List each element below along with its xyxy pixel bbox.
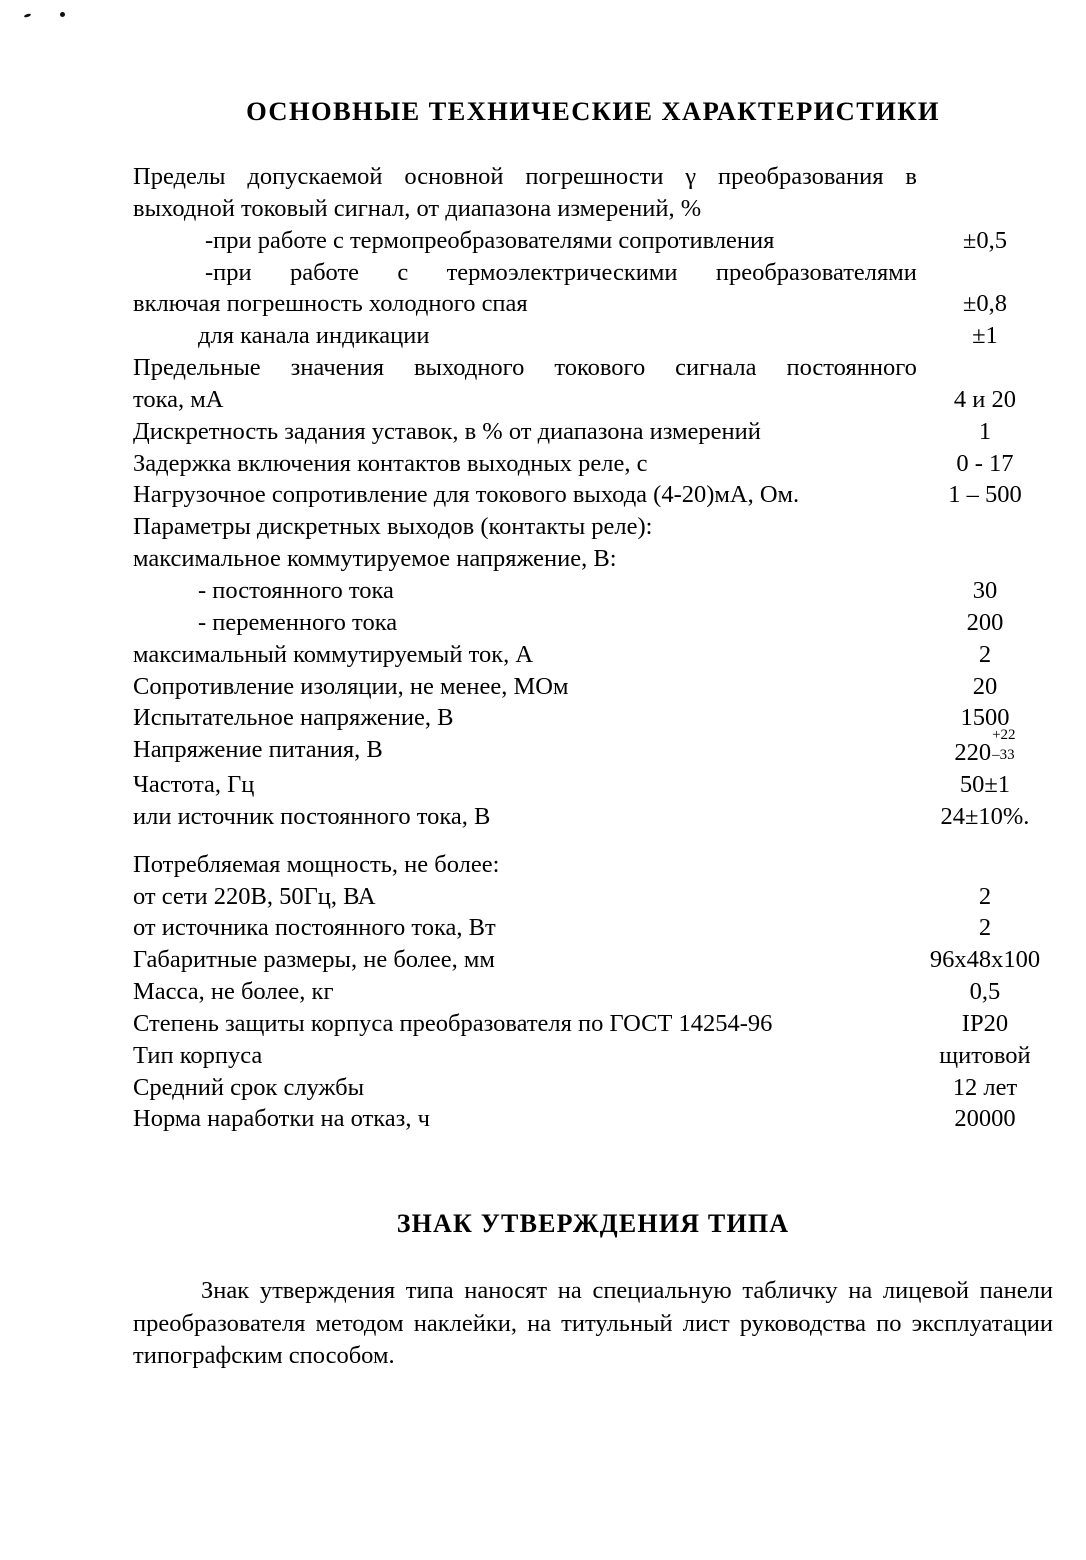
spec-row (133, 384, 1053, 416)
spec-value: 1 – 500 (948, 481, 1022, 509)
spec-value: 0 - 17 (956, 449, 1014, 477)
spec-value: 24±10%. (940, 802, 1030, 830)
spec-row (133, 734, 1053, 769)
spec-label: Сопротивление изоляции, не менее, МОм (133, 672, 569, 700)
spec-label: Испытательное напряжение, В (133, 704, 454, 732)
spec-value (917, 193, 1053, 225)
spec-value (917, 257, 1053, 289)
spec-value: 12 лет (952, 1073, 1018, 1101)
spec-row (133, 320, 1053, 352)
spec-label: -при работе с термоэлектрическими преобразователями (205, 258, 917, 286)
spec-label: Нагрузочное сопротивление для токового выхода (4-20)мА, Ом. (133, 481, 800, 509)
spec-row (133, 671, 1053, 703)
spec-row (133, 511, 1053, 543)
spec-label: Степень защиты корпуса преобразователя по ГОСТ 14254-96 (133, 1009, 773, 1037)
spec-label: максимальный коммутируемый ток, А (133, 640, 534, 668)
spec-label: включая погрешность холодного спая (133, 290, 528, 318)
spec-value: 0,5 (969, 978, 1001, 1006)
spec-row (133, 448, 1053, 480)
spec-row (133, 352, 1053, 384)
spec-row (133, 288, 1053, 320)
spec-row (133, 543, 1053, 575)
spec-label: или источник постоянного тока, В (133, 802, 491, 830)
spec-value: 2 (978, 914, 992, 942)
spec-row (133, 575, 1053, 607)
spec-value: 1 (978, 417, 992, 445)
spec-label: Дискретность задания уставок, в % от диапазона измерений (133, 417, 761, 445)
spec-value (917, 352, 1053, 384)
spacer-cell (133, 833, 917, 849)
spec-value: ±0,8 (962, 290, 1007, 318)
spec-value: щитовой (939, 1041, 1031, 1069)
spec-row (133, 479, 1053, 511)
spec-label: выходной токовый сигнал, от диапазона измерений, % (133, 194, 702, 222)
spec-row (133, 225, 1053, 257)
spec-label: Частота, Гц (133, 771, 255, 799)
spec-value: 20 (972, 672, 998, 700)
spec-label: Параметры дискретных выходов (контакты реле): (133, 513, 653, 541)
spec-row (133, 161, 1053, 193)
spec-label: Габаритные размеры, не более, мм (133, 946, 495, 974)
spec-value: 50±1 (959, 771, 1011, 799)
spec-label: максимальное коммутируемое напряжение, В: (133, 545, 617, 573)
spec-row (133, 944, 1053, 976)
section-title-type-approval-mark: ЗНАК УТВЕРЖДЕНИЯ ТИПА (396, 1209, 790, 1239)
spec-row (133, 639, 1053, 671)
scan-artifact-speck (24, 13, 32, 18)
spec-row (133, 1072, 1053, 1104)
spec-row (133, 1008, 1053, 1040)
spec-row (133, 881, 1053, 913)
spacer-cell (917, 833, 1053, 849)
section-paragraph: Знак утверждения типа наносят на специальную табличку на лицевой панели преобразователя методом наклейки, на титульный лист руководства по эксплуатации типографским способом. (133, 1277, 1053, 1369)
spec-row (133, 607, 1053, 639)
spec-row (133, 257, 1053, 289)
page-title: ОСНОВНЫЕ ТЕХНИЧЕСКИЕ ХАРАКТЕРИСТИКИ (246, 96, 940, 126)
spec-row (133, 912, 1053, 944)
spec-row (133, 702, 1053, 734)
spec-value: 200 (966, 608, 1004, 636)
page-content (133, 96, 1053, 1372)
spec-value (917, 161, 1053, 193)
spec-value (917, 849, 1053, 881)
spec-label: Напряжение питания, В (133, 736, 383, 764)
spec-label: тока, мА (133, 385, 224, 413)
spec-label: Потребляемая мощность, не более: (133, 850, 500, 878)
spec-row (133, 1040, 1053, 1072)
spec-row (133, 801, 1053, 833)
spec-value: ±0,5 (962, 226, 1007, 254)
spec-value: IP20 (961, 1009, 1009, 1037)
spec-row (133, 833, 1053, 849)
tolerance-lower: –33 (992, 747, 1015, 764)
spec-value: ±1 (972, 322, 998, 350)
spec-value: 2 (978, 640, 992, 668)
spec-value: 4 и 20 (953, 385, 1017, 413)
spec-label: Задержка включения контактов выходных реле, с (133, 449, 648, 477)
specifications-table (133, 161, 1053, 1135)
spec-value: 1500 (960, 704, 1010, 732)
spec-label: - постоянного тока (198, 576, 394, 604)
spec-label: Норма наработки на отказ, ч (133, 1105, 430, 1133)
spec-row (133, 769, 1053, 801)
spec-value: 220 +22 –33 (954, 727, 1016, 767)
scan-artifact-dot (60, 12, 65, 17)
spec-label: Пределы допускаемой основной погрешности γ преобразования в (133, 163, 917, 190)
spec-label: Тип корпуса (133, 1041, 263, 1069)
spec-label: Средний срок службы (133, 1073, 365, 1101)
spec-value (917, 511, 1053, 543)
spec-value (917, 543, 1053, 575)
spec-label: -при работе с термопреобразователями сопротивления (205, 226, 775, 254)
spec-row (133, 1103, 1053, 1135)
spec-value: 2 (978, 882, 992, 910)
spec-label: - переменного тока (198, 608, 398, 636)
spec-row (133, 849, 1053, 881)
spec-label: для канала индикации (198, 322, 430, 350)
spec-label: Масса, не более, кг (133, 978, 334, 1006)
spec-label: от источника постоянного тока, Вт (133, 914, 496, 942)
spec-value: 20000 (954, 1105, 1016, 1133)
spec-row (133, 193, 1053, 225)
spec-label: Предельные значения выходного токового сигнала постоянного (133, 354, 917, 382)
value-tolerance (992, 727, 1016, 764)
spec-row (133, 976, 1053, 1008)
spec-row (133, 416, 1053, 448)
spec-label: от сети 220В, 50Гц, ВА (133, 882, 376, 910)
spec-value: 96х48х100 (929, 946, 1041, 974)
spec-value: 30 (972, 576, 998, 604)
tolerance-upper: +22 (992, 727, 1016, 744)
